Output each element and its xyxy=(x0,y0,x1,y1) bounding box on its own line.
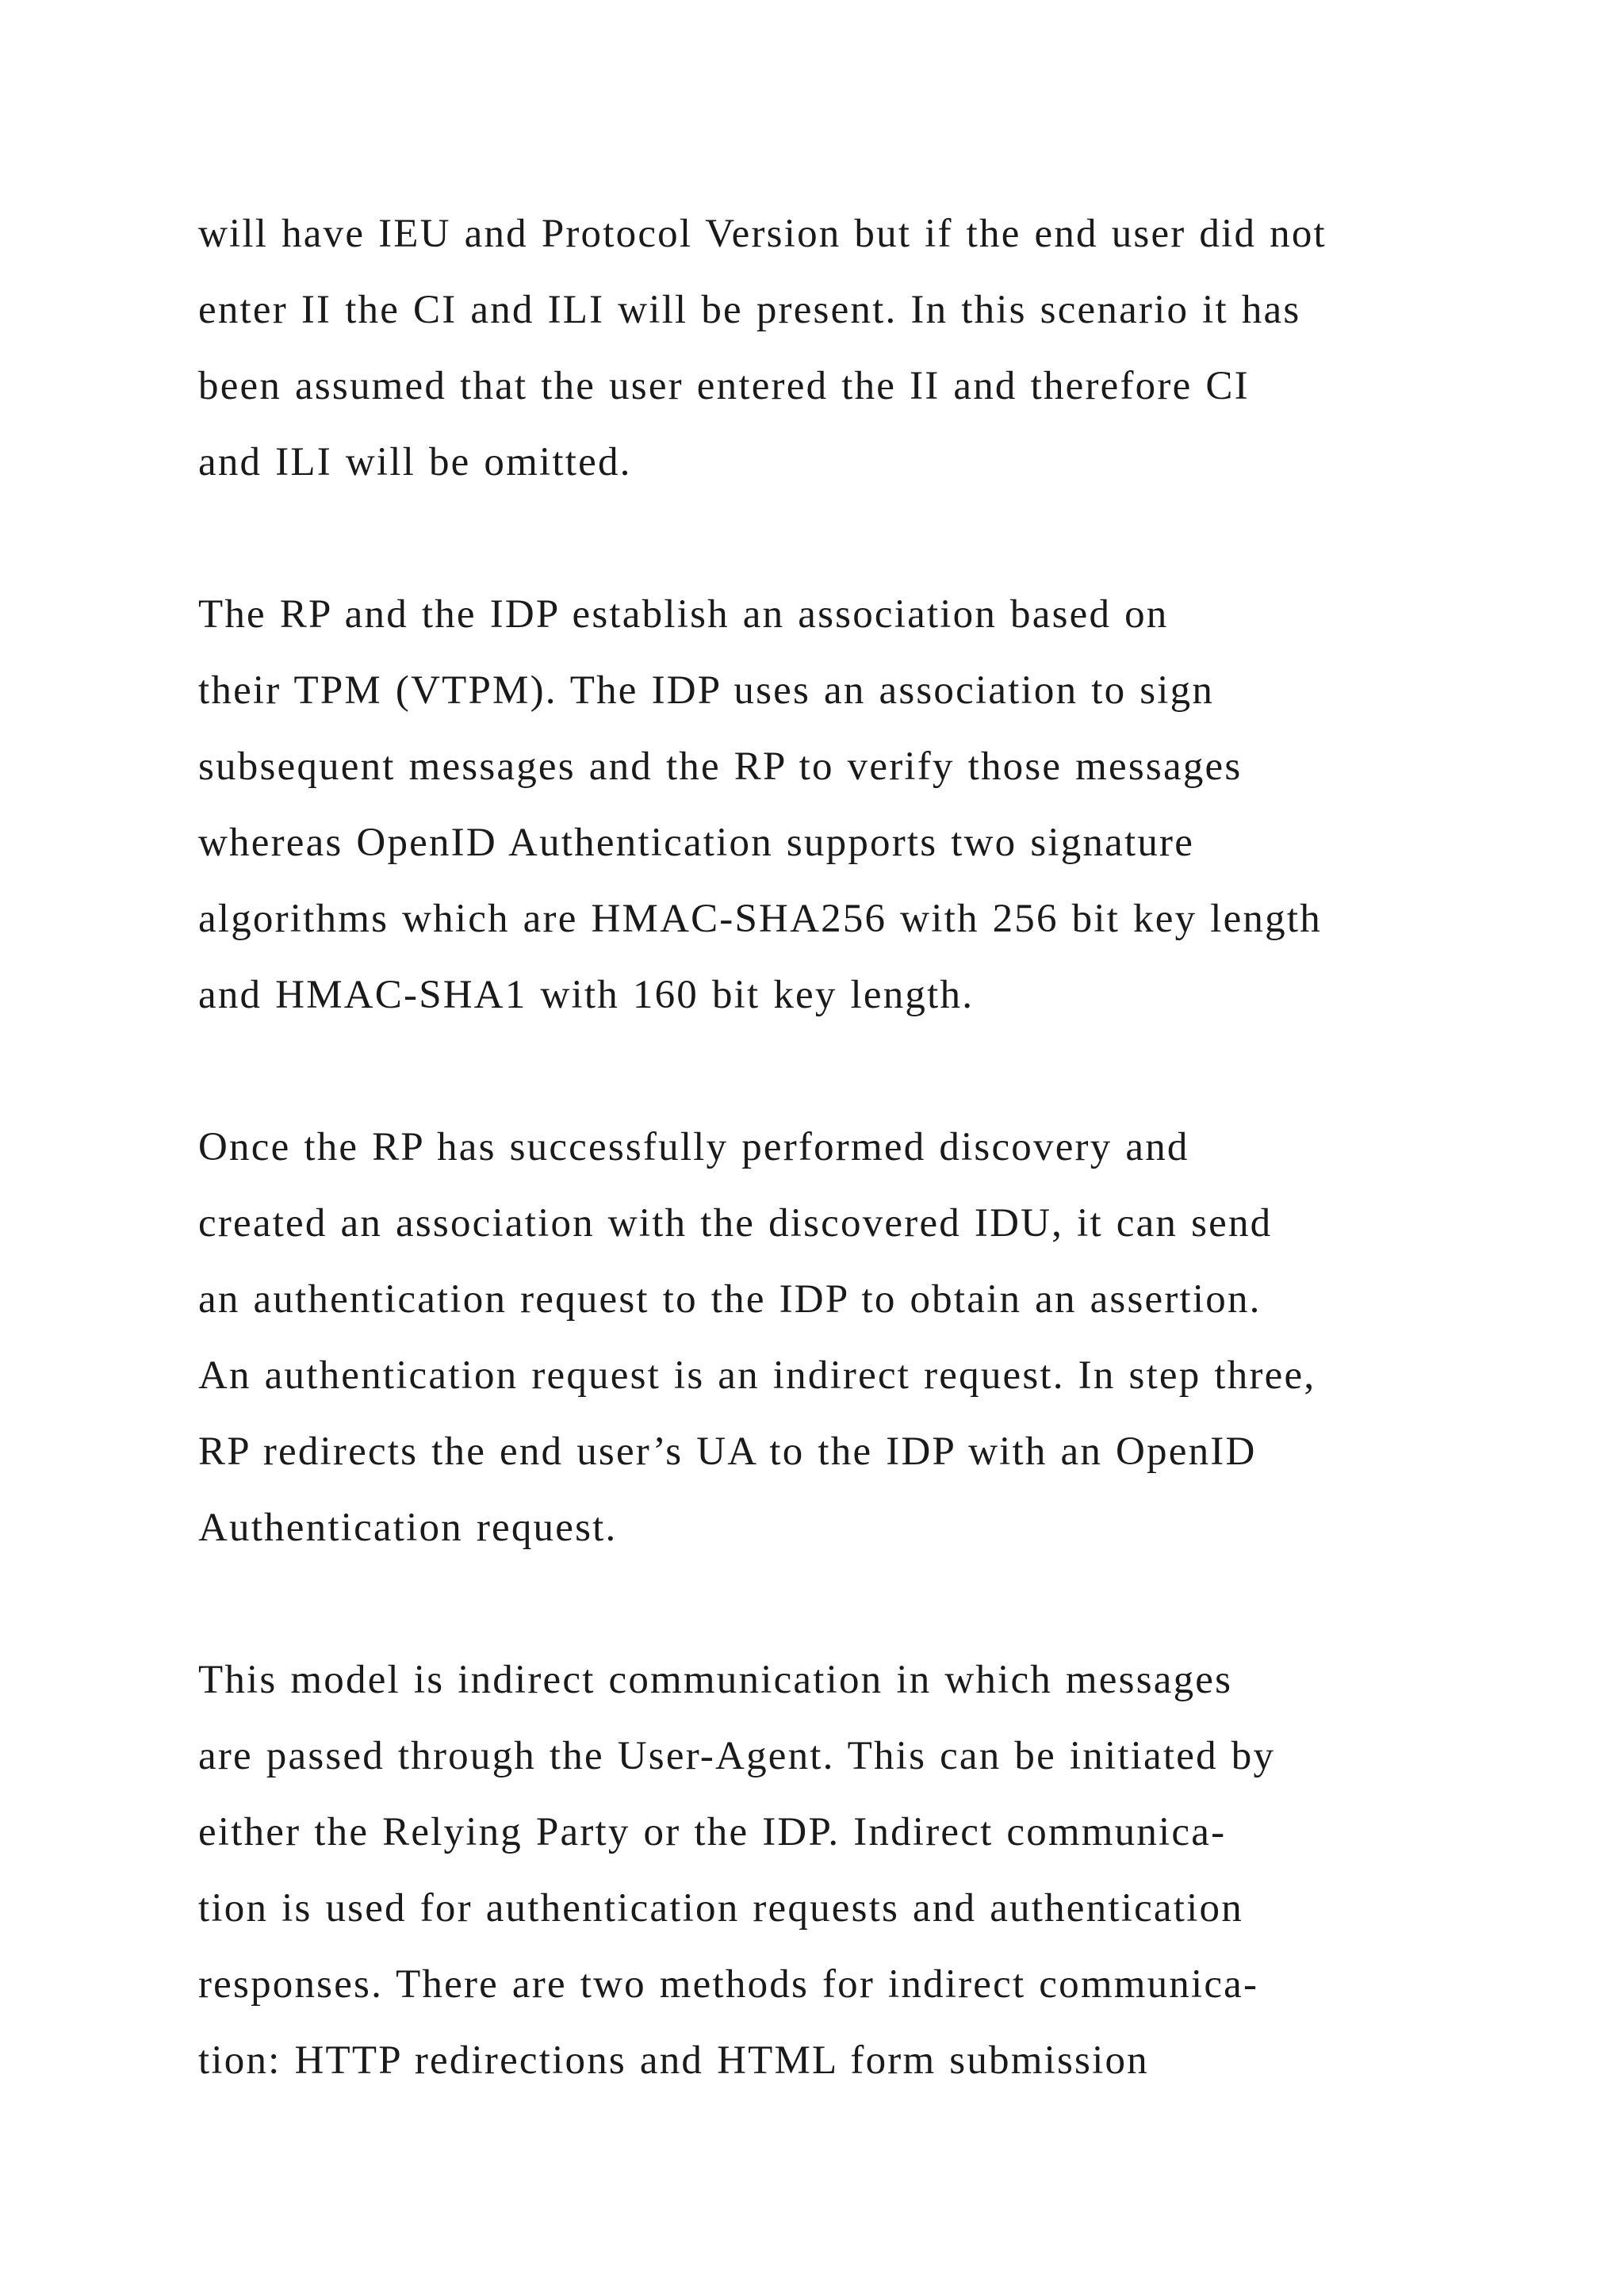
text-line: Once the RP has successfully performed discovery and xyxy=(198,1125,1189,1169)
text-line: algorithms which are HMAC-SHA256 with 256 bit key length xyxy=(198,897,1322,941)
paragraph-2 xyxy=(198,576,1483,1033)
text-line: responses. There are two methods for indirect communica- xyxy=(198,1962,1259,2007)
text-line: tion is used for authentication requests and authentication xyxy=(198,1886,1243,1931)
text-line: This model is indirect communication in which messages xyxy=(198,1658,1233,1702)
text-line: and ILI will be omitted. xyxy=(198,440,632,484)
text-line: will have IEU and Protocol Version but if the end user did not xyxy=(198,212,1327,256)
text-line: Authentication request. xyxy=(198,1506,618,1550)
paragraph-3 xyxy=(198,1109,1483,1566)
text-line: The RP and the IDP establish an association based on xyxy=(198,592,1169,637)
text-line: either the Relying Party or the IDP. Indirect communica- xyxy=(198,1810,1227,1854)
text-line: are passed through the User-Agent. This can be initiated by xyxy=(198,1734,1276,1778)
text-line: created an association with the discovered IDU, it can send xyxy=(198,1201,1273,1246)
paragraph-4 xyxy=(198,1642,1483,2099)
text-line: enter II the CI and ILI will be present. In this scenario it has xyxy=(198,288,1301,332)
text-line: RP redirects the end user’s UA to the IDP with an OpenID xyxy=(198,1429,1257,1474)
text-line: subsequent messages and the RP to verify those messages xyxy=(198,744,1243,789)
document-body xyxy=(198,196,1483,2175)
text-line: and HMAC-SHA1 with 160 bit key length. xyxy=(198,973,975,1017)
text-line: whereas OpenID Authentication supports two signature xyxy=(198,821,1195,865)
paragraph-1 xyxy=(198,196,1483,500)
text-line: An authentication request is an indirect request. In step three, xyxy=(198,1353,1316,1398)
text-line: an authentication request to the IDP to obtain an assertion. xyxy=(198,1277,1262,1322)
text-line: their TPM (VTPM). The IDP uses an association to sign xyxy=(198,668,1215,713)
text-line: been assumed that the user entered the II and therefore CI xyxy=(198,364,1250,408)
text-line: tion: HTTP redirections and HTML form submission xyxy=(198,2038,1149,2083)
